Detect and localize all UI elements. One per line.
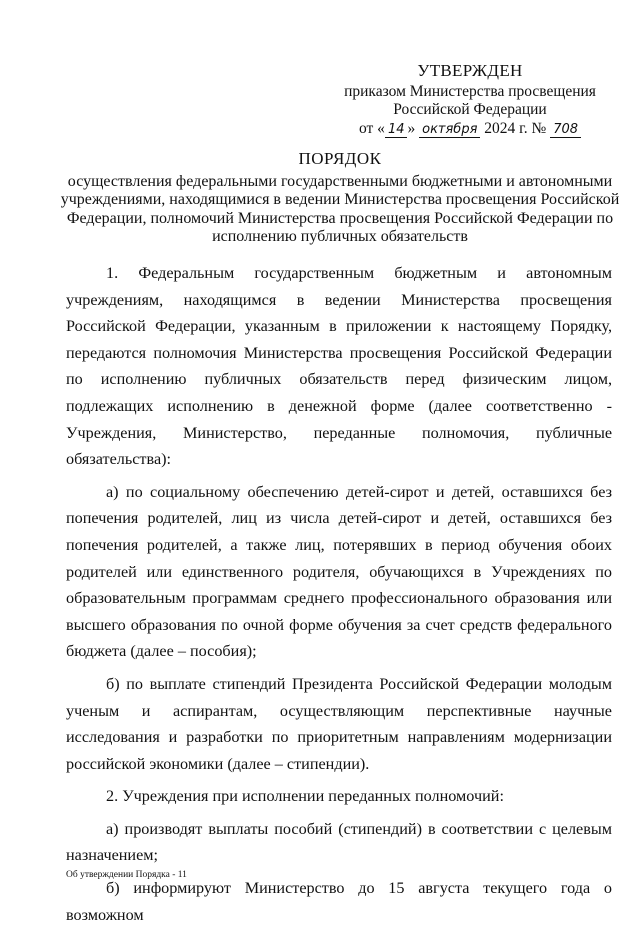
date-day-handwritten: 14 (385, 122, 408, 138)
paragraph-2a: а) производят выплаты пособий (стипендий) в соответствии с целевым назначением; (66, 819, 612, 865)
approval-date-line (330, 120, 610, 140)
document-subtitle: осуществления федеральными государственными бюджетными и автономными учреждениями, находящимися в ведении Министерства просвещения Российской Федерации, полномочий Министерства просвещения Российской Федерации по исполнению публичных обязательств (60, 172, 620, 245)
order-number-handwritten: 708 (550, 122, 581, 138)
document-body (66, 260, 612, 934)
approval-line-1: приказом Министерства просвещения (344, 82, 596, 100)
approval-line-2: Российской Федерации (393, 101, 547, 118)
paragraph-1a: а) по социальному обеспечению детей-сирот и детей, оставшихся без попечения родителей, лиц из числа детей-сирот и детей, оставшихся без попечения родителей, а также лиц, потерявших в период обучения обоих родителей или единственного родителя, обучающихся в Учреждениях по образовательным программам среднего профессионального образования или высшего образования по очной форме обучения за счет средств федерального бюджета (далее – пособия); (66, 482, 612, 661)
paragraph-2b: б) информируют Министерство до 15 августа текущего года о возможном (66, 879, 612, 924)
paragraph-1: 1. Федеральным государственным бюджетным и автономным учреждениям, находящимся в ведении Министерства просвещения Российской Федерации, указанным в приложении к настоящему Порядку, передаются полномочия Министерства просвещения Российской Федерации по исполнению публичных обязательств перед физическим лицом, подлежащих исполнению в денежной форме (далее соответственно - Учреждения, Министерство, переданные полномочия, публичные обязательства): (66, 264, 612, 469)
page-footer: Об утверждении Порядка - 11 (66, 870, 187, 880)
date-mid: » (407, 119, 416, 137)
date-year: 2024 г. № (484, 119, 547, 137)
document-title: ПОРЯДОК (298, 149, 382, 168)
document-heading (60, 150, 620, 247)
approval-title: УТВЕРЖДЕН (417, 61, 523, 80)
paragraph-2: 2. Учреждения при исполнении переданных полномочий: (106, 787, 504, 806)
date-month-handwritten: октября (419, 122, 480, 138)
paragraph-1b: б) по выплате стипендий Президента Российской Федерации молодым ученым и аспирантам, осуществляющим перспективные научные исследования и разработки по приоритетным направлениям модернизации российской экономики (далее – стипендии). (66, 674, 612, 773)
approval-block (330, 62, 610, 139)
date-prefix: от « (358, 119, 385, 137)
